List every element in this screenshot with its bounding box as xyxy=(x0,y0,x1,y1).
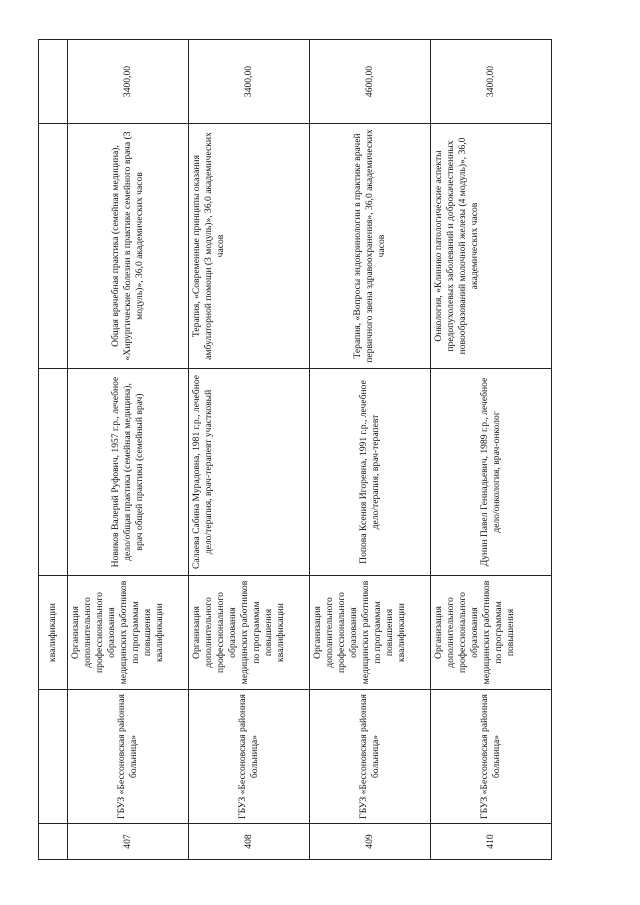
row-number: 409 xyxy=(310,824,431,860)
table-row xyxy=(431,40,552,860)
row-price: 4600,00 xyxy=(310,40,431,124)
table-row xyxy=(189,40,310,860)
header-cell-number xyxy=(39,824,68,860)
row-employee: Попова Ксения Игоревна, 1991 г.р., лечебное дело/терапия, врач-терапевт xyxy=(310,369,431,576)
row-price: 3400,00 xyxy=(189,40,310,124)
rotated-page-content xyxy=(38,40,552,860)
table-row xyxy=(310,40,431,860)
header-cell-course xyxy=(39,124,68,369)
table-row xyxy=(68,40,189,860)
row-employee: Дунин Павел Геннадьевич, 1989 г.р., лечебное дело/онкология, врач-онколог xyxy=(431,369,552,576)
row-price: 3400,00 xyxy=(431,40,552,124)
row-number: 410 xyxy=(431,824,552,860)
row-organization: ГБУЗ «Бессоновская районная больница» xyxy=(310,690,431,824)
row-course: Терапия, «Современные принципы оказания амбулаторной помощи (3 модуль)», 36,0 академических часов xyxy=(189,124,310,369)
row-number: 407 xyxy=(68,824,189,860)
row-employee: Новиков Валерий Руфович, 1957 г.р., лечебное дело/общая практика (семейная медицина), врач общей практики (семейный врач) xyxy=(68,369,189,576)
row-number: 408 xyxy=(189,824,310,860)
header-cell-program: квалификации xyxy=(39,576,68,690)
header-cell-organization xyxy=(39,690,68,824)
row-price: 3400,00 xyxy=(68,40,189,124)
row-course: Онкология, «Клинико патологические аспекты предопухолевых заболеваний и доброкачественных новообразований молочной железы (4 модуль)», 36,0 академических часов xyxy=(431,124,552,369)
row-program-type: Организация дополнительного профессионального образования медицинских работников по программам повышения квалификации xyxy=(189,576,310,690)
row-course: Терапия, «Вопросы эндокринологии в практике врачей первичного звена здравоохранения», 36,0 академических часов xyxy=(310,124,431,369)
header-cell-price xyxy=(39,40,68,124)
row-organization: ГБУЗ «Бессоновская районная больница» xyxy=(431,690,552,824)
table-header-row xyxy=(39,40,68,860)
row-program-type: Организация дополнительного профессионального образования медицинских работников по программам повышения квалификации xyxy=(68,576,189,690)
header-cell-employee xyxy=(39,369,68,576)
row-organization: ГБУЗ «Бессоновская районная больница» xyxy=(189,690,310,824)
row-program-type: Организация дополнительного профессионального образования медицинских работников по программам повышения квалификации xyxy=(310,576,431,690)
row-program-type: Организация дополнительного профессионального образования медицинских работников по программам повышения xyxy=(431,576,552,690)
row-course: Общая врачебная практика (семейная медицина), «Хирургические болезни в практике семейного врача (3 модуль)», 36,0 академических часов xyxy=(68,124,189,369)
row-organization: ГБУЗ «Бессоновская районная больница» xyxy=(68,690,189,824)
courses-table xyxy=(38,39,552,860)
row-employee: Салаева Сабина Мурадовна, 1981 г.р., лечебное дело/терапия, врач-терапевт участковый xyxy=(189,369,310,576)
